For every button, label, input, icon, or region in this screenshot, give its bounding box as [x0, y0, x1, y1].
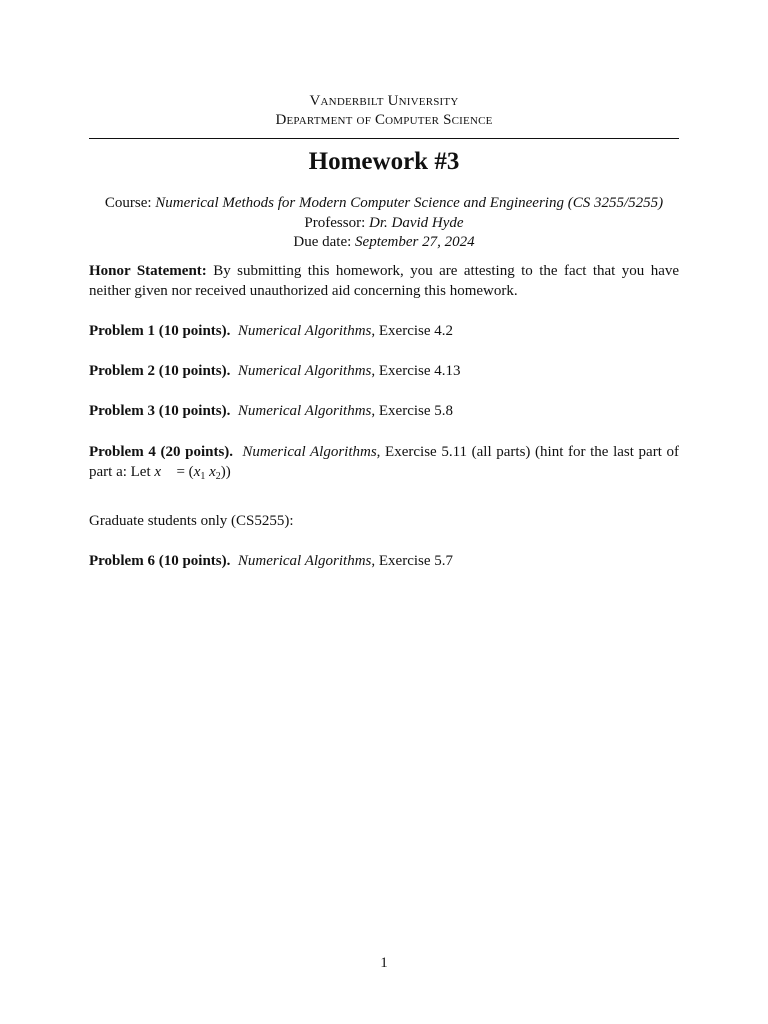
problem-text: , Exercise 4.2 [371, 323, 454, 339]
problem-text: , Exercise 5.7 [371, 553, 454, 569]
page-title: Homework #3 [308, 148, 460, 175]
header-rule [89, 138, 679, 139]
problem-label: Problem 1 (10 points). [89, 323, 231, 339]
problem-text: , Exercise 5.11 (all parts) (hint for the last part of part a: Let [89, 444, 680, 480]
problem-item-1 [89, 321, 679, 341]
course-label: Course: [104, 195, 152, 211]
problem-item-3 [89, 401, 679, 421]
problem-book: Numerical Algorithms [237, 323, 372, 339]
professor-line [89, 214, 679, 234]
due-date-value: September 27, 2024 [355, 234, 475, 250]
math-x2-subscript: 2 [215, 471, 221, 482]
course-meta [89, 194, 679, 253]
math-x1: x [193, 464, 201, 480]
problem-book: Numerical Algorithms [237, 363, 372, 379]
honor-statement [89, 261, 679, 301]
university-name: Vanderbilt University [309, 93, 459, 109]
course-value: Numerical Methods for Modern Computer Science and Engineering (CS 3255/5255) [155, 195, 664, 211]
problem-item-4 [89, 442, 679, 487]
math-equals: = ( [172, 464, 194, 480]
problem-label: Problem 4 (20 points). [89, 444, 234, 460]
department-name: Department of Computer Science [275, 112, 493, 128]
problem-label: Problem 2 (10 points). [89, 363, 231, 379]
course-line [89, 194, 679, 214]
graduate-note: Graduate students only (CS5255): [89, 513, 294, 529]
honor-label: Honor Statement: [89, 263, 207, 279]
math-x1-subscript: 1 [200, 471, 206, 482]
professor-label: Professor: [304, 214, 366, 231]
honor-text: By submitting this homework, you are attesting to the fact that you have neither given nor received unauthorized aid concerning this homework. [89, 263, 680, 299]
problem-label: Problem 3 (10 points). [89, 403, 231, 419]
problem-book: Numerical Algorithms [237, 403, 372, 419]
math-vector-x: x⃗ [154, 464, 173, 480]
page-number: 1 [380, 955, 388, 971]
problem-text: , Exercise 5.8 [371, 403, 454, 419]
math-close: )) [220, 464, 231, 480]
math-x2: x [209, 464, 216, 480]
problem-item-2 [89, 361, 679, 381]
problem-book: Numerical Algorithms [237, 553, 372, 569]
problem-book: Numerical Algorithms [242, 444, 377, 460]
due-date-line [89, 233, 679, 253]
problem-text: , Exercise 4.13 [371, 363, 461, 379]
problem-item-6 [89, 551, 679, 571]
problem-label: Problem 6 (10 points). [89, 553, 231, 569]
due-date-label: Due date: [293, 234, 352, 250]
document-header [89, 92, 679, 130]
professor-value: Dr. David Hyde [369, 214, 464, 231]
